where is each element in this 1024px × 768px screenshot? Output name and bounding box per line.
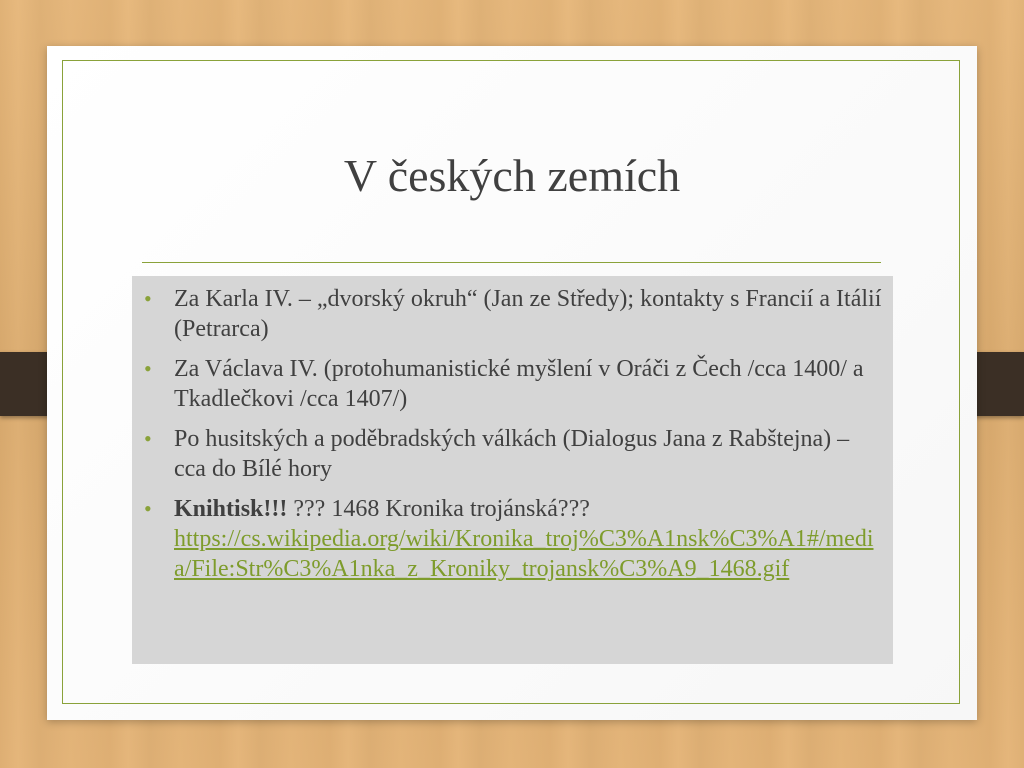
title-divider [142,262,881,263]
bullet-list [132,284,893,594]
bullet-item-vaclav [132,354,893,414]
bullet-text: Po husitských a poděbradských válkách (Dialogus Jana z Rabštejna) – cca do Bílé hory [174,426,850,482]
bullet-icon: • [144,356,152,381]
bullet-bold-text: Knihtisk!!! [174,496,288,522]
content-box [132,276,893,664]
slide-title: V českých zemích [343,150,681,201]
bullet-text: Za Karla IV. – „dvorský okruh“ (Jan ze Středy); kontakty s Francií a Itálií (Petrarca) [174,286,882,342]
slide-paper [47,46,977,720]
bullet-text: Za Václava IV. (protohumanistické myšlení v Oráči z Čech /cca 1400/ a Tkadlečkovi /cca 1407/) [174,356,864,412]
bullet-icon: • [144,286,152,311]
wikipedia-link[interactable]: https://cs.wikipedia.org/wiki/Kronika_troj%C3%A1nsk%C3%A1#/media/File:Str%C3%A1nka_z_Kroniky_trojansk%C3%A9_1468.gif [174,526,874,582]
bullet-item-knihtisk [132,494,893,584]
bullet-item-husite [132,424,893,484]
bullet-icon: • [144,496,152,521]
bullet-item-karel [132,284,893,344]
bullet-text: ??? 1468 Kronika trojánská??? [287,496,590,522]
bullet-icon: • [144,426,152,451]
